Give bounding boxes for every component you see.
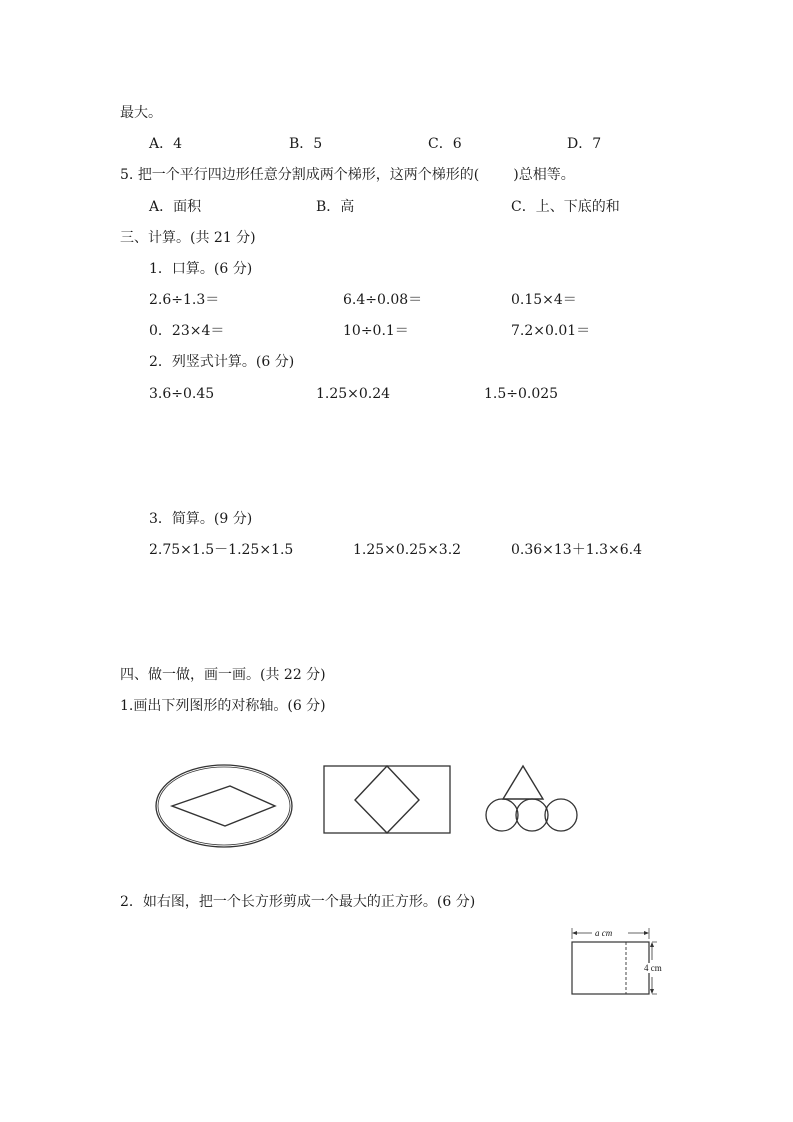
q4-option-a: A．4 — [149, 136, 183, 152]
mental-calc-4: 0．23×4＝ — [149, 323, 225, 339]
section4-q2-title: 2．如右图，把一个长方形剪成一个最大的正方形。(6 分) — [120, 894, 476, 910]
mental-calc-6: 7.2×0.01＝ — [511, 323, 591, 339]
part3-title: 3．简算。(9 分) — [149, 511, 253, 527]
height-label: 4 cm — [644, 963, 662, 973]
mental-calc-1: 2.6÷1.3＝ — [149, 292, 220, 308]
vertical-calc-2: 1.25×0.24 — [316, 386, 391, 402]
simplify-calc-3: 0.36×13＋1.3×6.4 — [511, 542, 642, 558]
triangle-circles-figure[interactable] — [484, 763, 580, 835]
part1-title: 1．口算。(6 分) — [149, 261, 253, 277]
part2-title: 2．列竖式计算。(6 分) — [149, 354, 295, 370]
mental-calc-2: 6.4÷0.08＝ — [343, 292, 423, 308]
ellipse-rhombus-figure[interactable] — [150, 760, 298, 852]
vertical-calc-3: 1.5÷0.025 — [484, 386, 559, 402]
q5-text-before: 把一个平行四边形任意分割成两个梯形，这两个梯形的( — [137, 167, 480, 183]
q5-question — [120, 166, 575, 184]
q5-option-c: C．上、下底的和 — [511, 199, 620, 215]
q4-option-c: C．6 — [428, 136, 462, 152]
section4-q1-title: 1.画出下列图形的对称轴。(6 分) — [120, 698, 326, 714]
mental-calc-3: 0.15×4＝ — [511, 292, 577, 308]
q5-text-after: )总相等。 — [513, 167, 575, 183]
mental-calc-5: 10÷0.1＝ — [343, 323, 409, 339]
simplify-calc-1: 2.75×1.5－1.25×1.5 — [149, 542, 294, 558]
q5-number: 5. — [120, 167, 134, 183]
rectangle-square-figure[interactable] — [323, 765, 451, 835]
width-label: a cm — [595, 928, 613, 938]
vertical-calc-1: 3.6÷0.45 — [149, 386, 215, 402]
q5-option-a: A．面积 — [149, 199, 202, 215]
q4-option-b: B．5 — [289, 136, 323, 152]
q5-option-b: B．高 — [316, 199, 355, 215]
section4-title: 四、做一做，画一画。(共 22 分) — [120, 667, 326, 683]
q4-tail-text: 最大。 — [120, 105, 162, 121]
section3-title: 三、计算。(共 21 分) — [120, 230, 256, 246]
simplify-calc-2: 1.25×0.25×3.2 — [353, 542, 462, 558]
q4-option-d: D．7 — [567, 136, 602, 152]
